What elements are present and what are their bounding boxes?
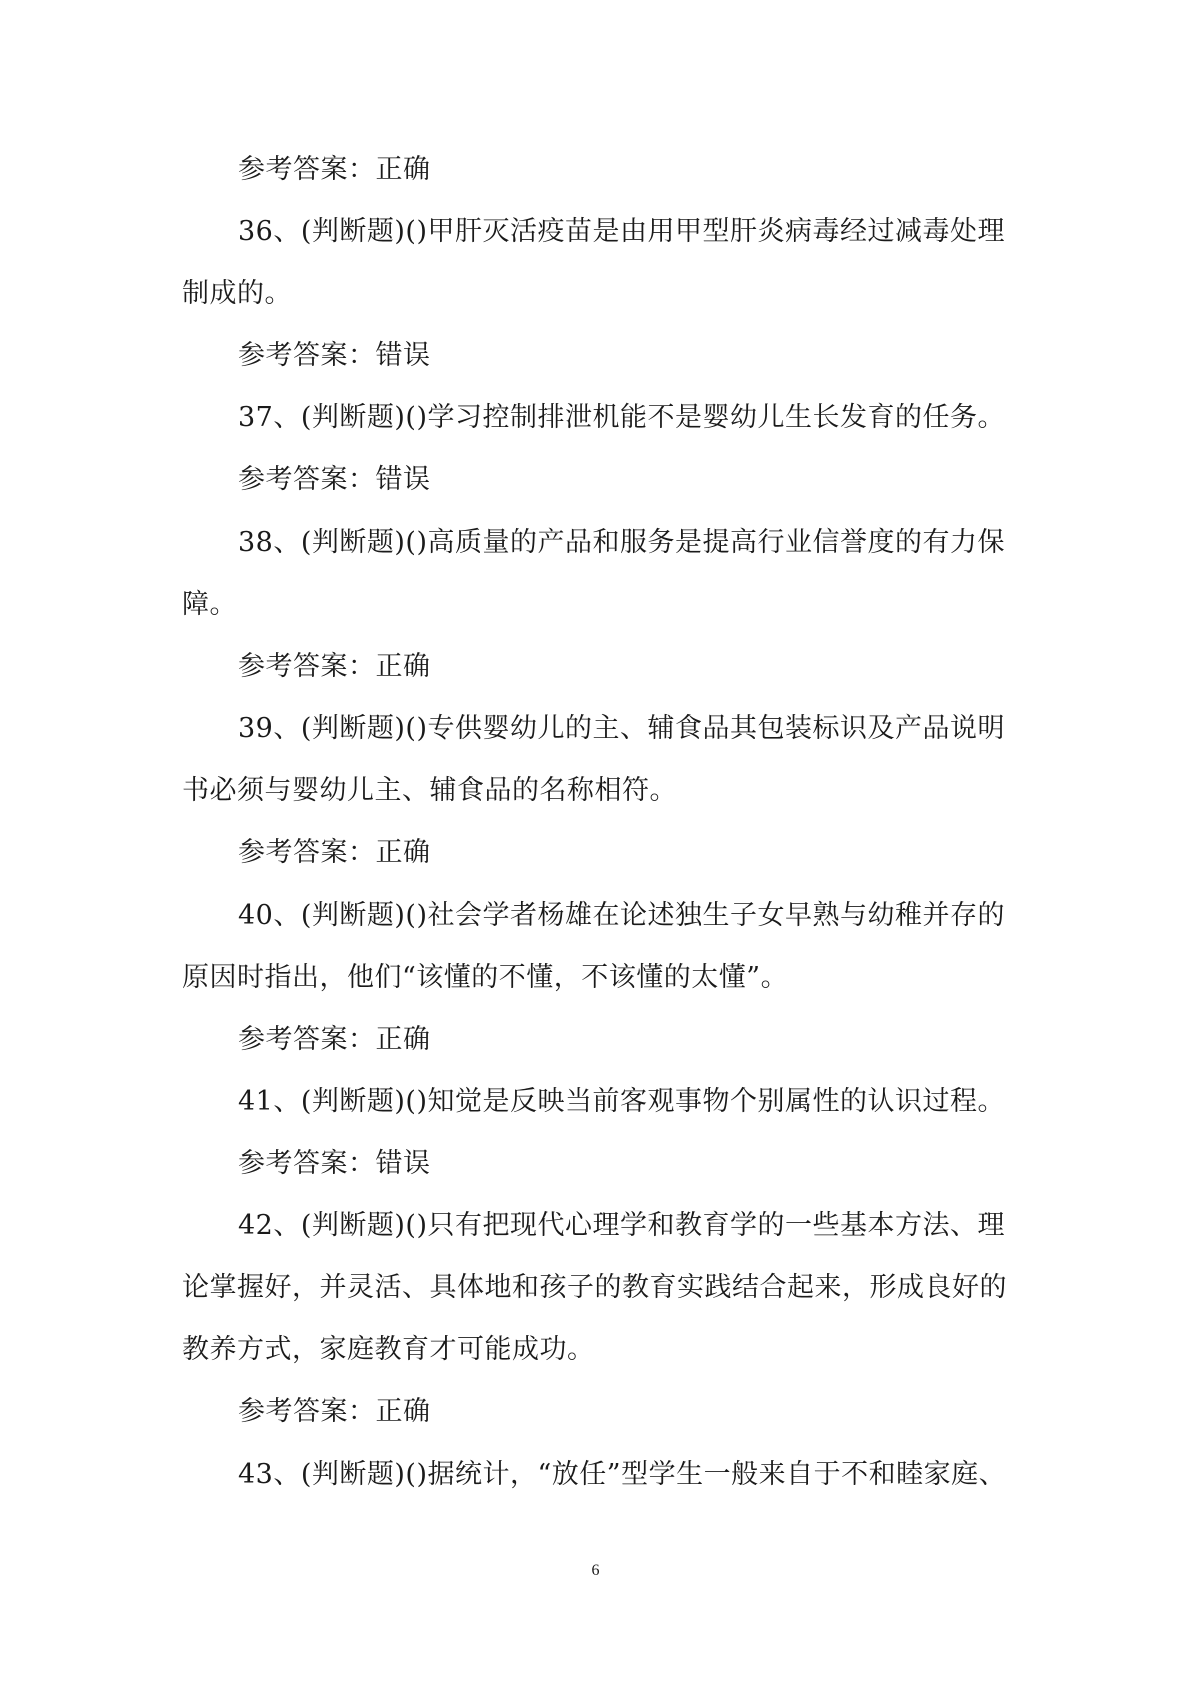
question-38-continued: 障。: [182, 589, 237, 620]
answer-line: 参考答案：正确: [238, 154, 431, 185]
question-42: 42、(判断题)()只有把现代心理学和教育学的一些基本方法、理: [238, 1210, 1005, 1241]
question-41: 41、(判断题)()知觉是反映当前客观事物个别属性的认识过程。: [238, 1086, 1005, 1117]
question-42-continued: 教养方式，家庭教育才可能成功。: [182, 1334, 595, 1365]
question-37: 37、(判断题)()学习控制排泄机能不是婴幼儿生长发育的任务。: [238, 402, 1005, 433]
question-40: 40、(判断题)()社会学者杨雄在论述独生子女早熟与幼稚并存的: [238, 900, 1005, 931]
page-number: 6: [591, 1562, 600, 1579]
question-39-continued: 书必须与婴幼儿主、辅食品的名称相符。: [182, 775, 677, 806]
answer-41: 参考答案：错误: [238, 1148, 431, 1179]
question-36-continued: 制成的。: [182, 278, 292, 309]
answer-40: 参考答案：正确: [238, 1024, 431, 1055]
question-39: 39、(判断题)()专供婴幼儿的主、辅食品其包装标识及产品说明: [238, 713, 1005, 744]
question-42-continued: 论掌握好，并灵活、具体地和孩子的教育实践结合起来，形成良好的: [182, 1272, 1007, 1303]
answer-42: 参考答案：正确: [238, 1396, 431, 1427]
question-36: 36、(判断题)()甲肝灭活疫苗是由用甲型肝炎病毒经过减毒处理: [238, 216, 1005, 247]
answer-38: 参考答案：正确: [238, 651, 431, 682]
question-40-continued: 原因时指出，他们“该懂的不懂，不该懂的太懂”。: [182, 962, 789, 993]
question-38: 38、(判断题)()高质量的产品和服务是提高行业信誉度的有力保: [238, 527, 1005, 558]
answer-36: 参考答案：错误: [238, 340, 431, 371]
answer-39: 参考答案：正确: [238, 837, 431, 868]
answer-37: 参考答案：错误: [238, 464, 431, 495]
question-43: 43、(判断题)()据统计，“放任”型学生一般来自于不和睦家庭、: [238, 1459, 1007, 1490]
